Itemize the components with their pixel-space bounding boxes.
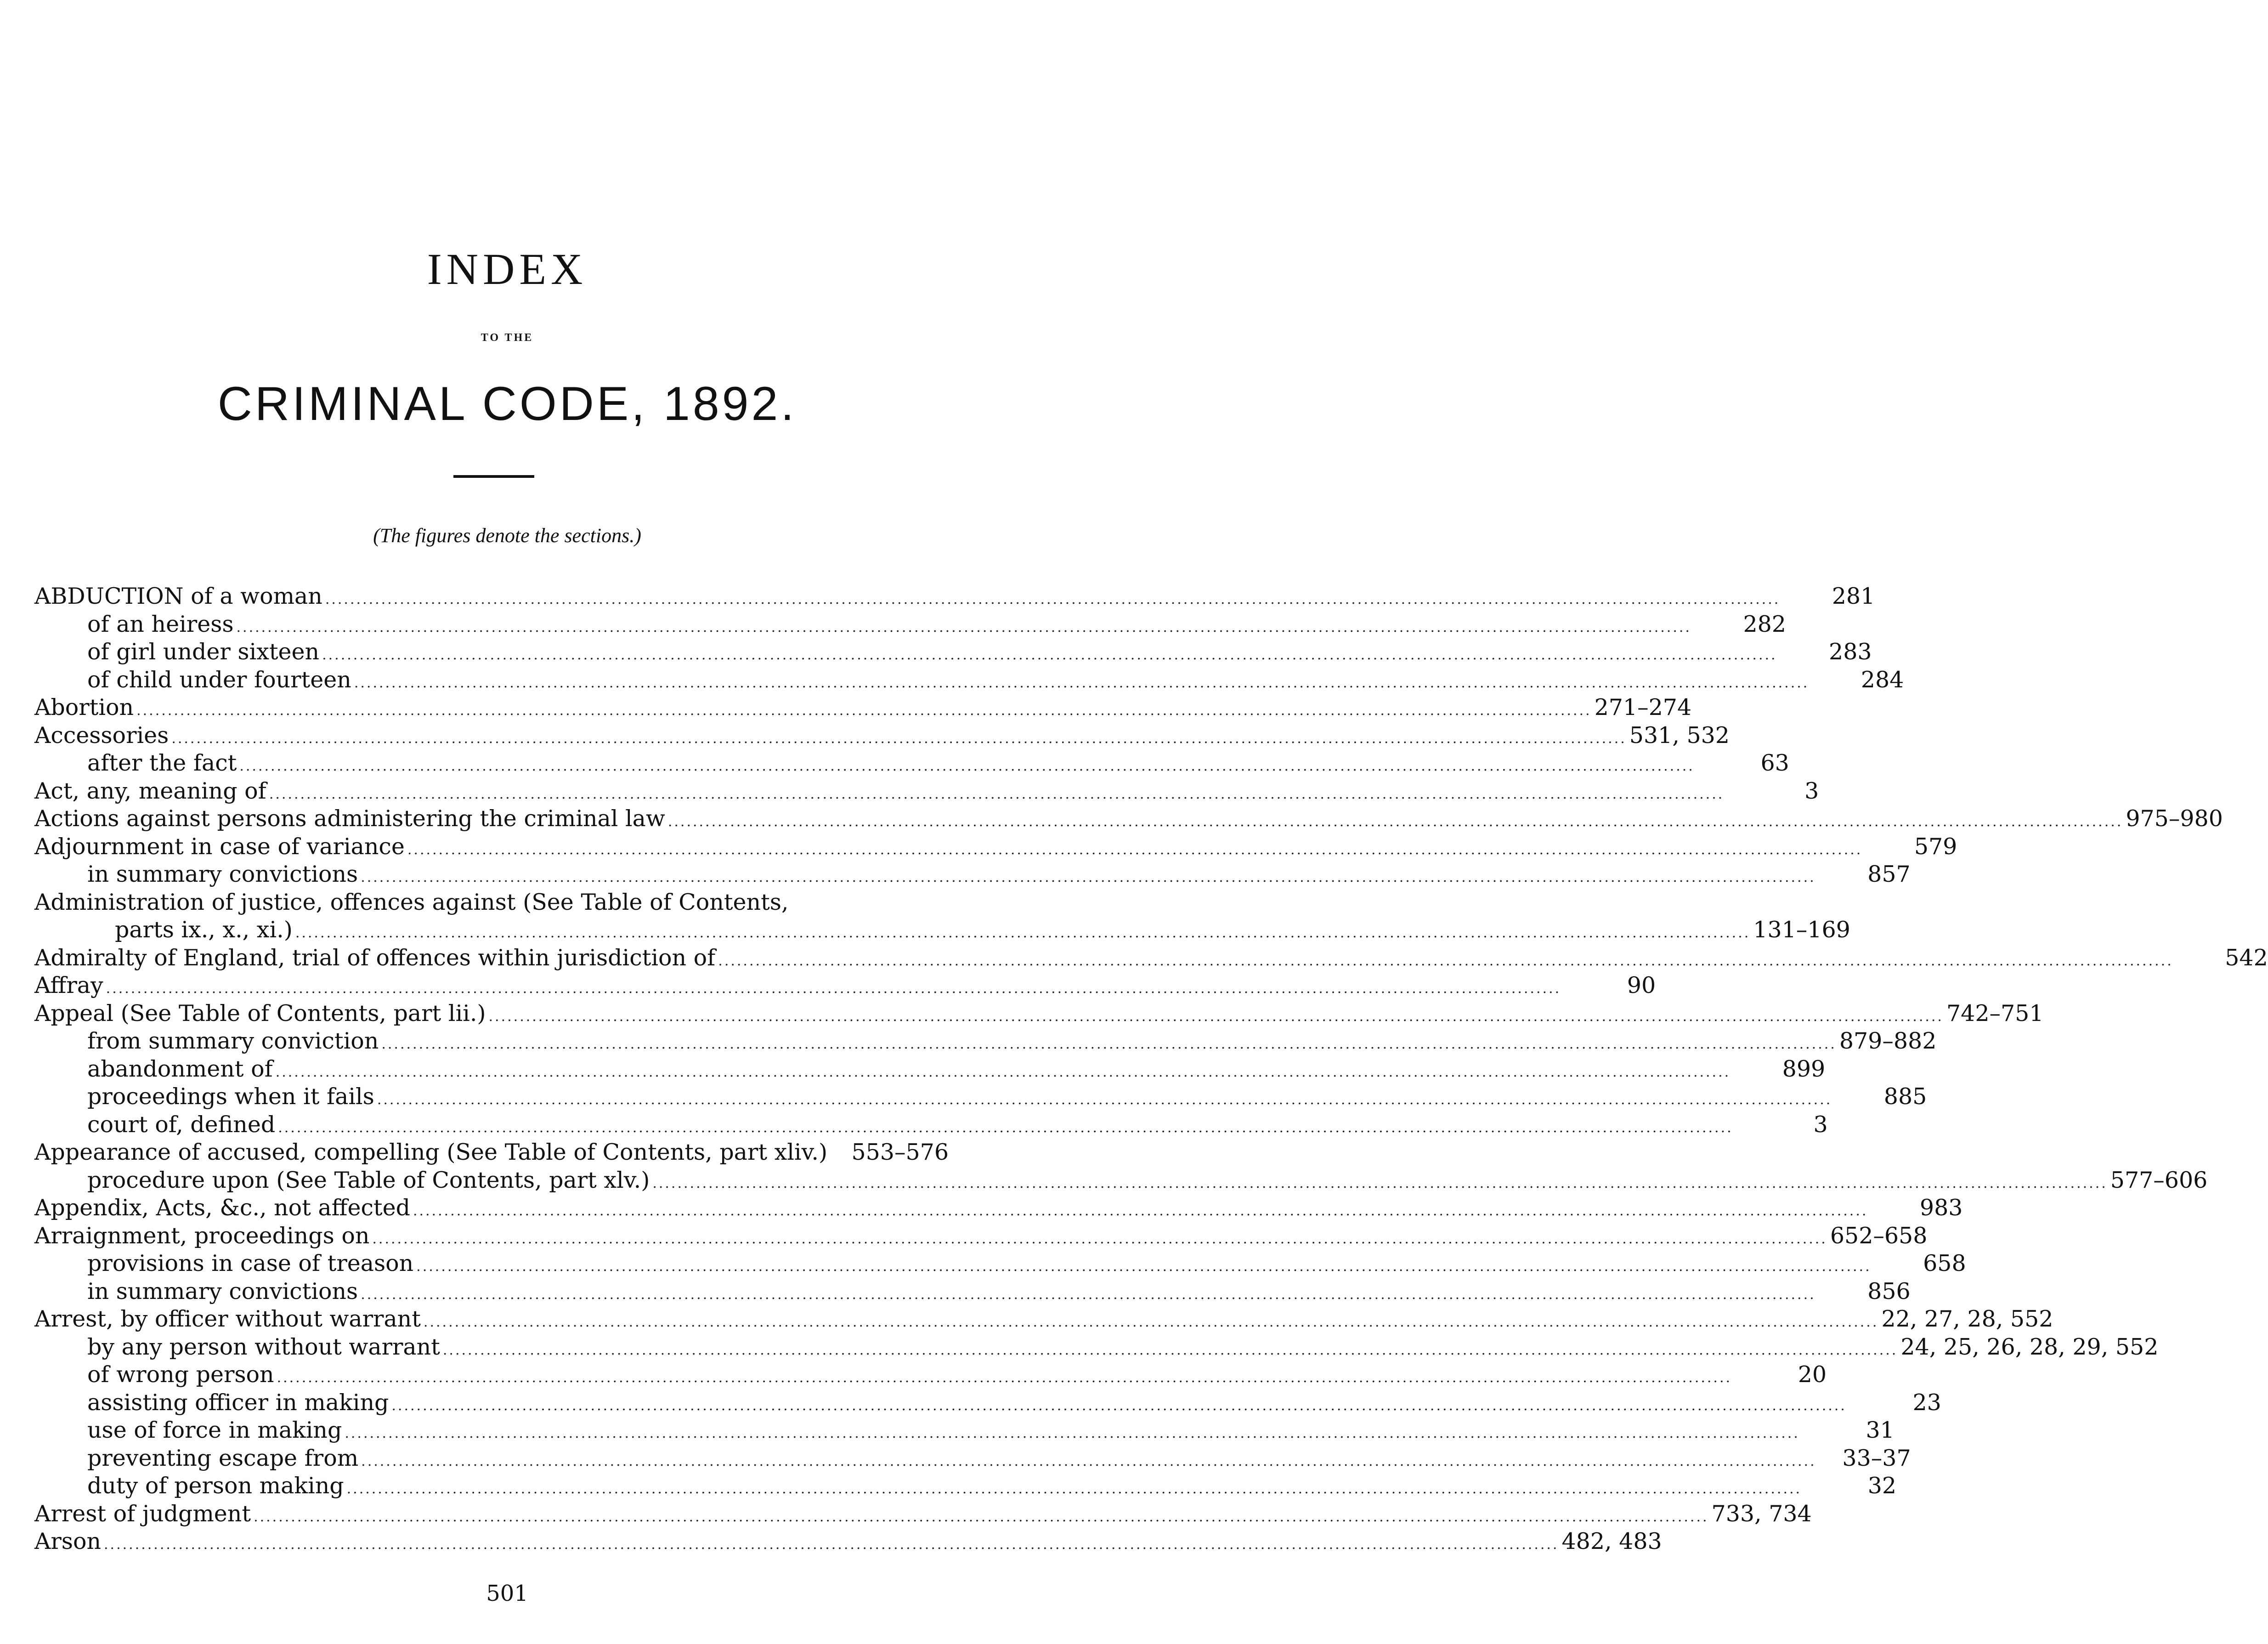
entry-term: proceedings when it fails [87,1083,374,1110]
leader-dots [361,864,1816,892]
code-title: CRIMINAL CODE, 1892. [217,377,797,431]
entry-section-ref: 24, 25, 26, 28, 29, 552 [1900,1333,2159,1360]
entry-term: court of, defined [87,1111,276,1138]
leader-dots [413,1197,1868,1225]
index-entry [34,1472,1897,1500]
index-entry [34,1278,1911,1306]
entry-section-ref: 20 [1798,1361,1827,1388]
entry-section-ref: 63 [1760,750,1789,776]
leader-dots [361,1448,1816,1476]
entry-term: Arrest, by officer without warrant [34,1306,421,1332]
entry-section-ref: 482, 483 [1561,1528,1662,1554]
leader-dots [443,1337,1898,1365]
entry-term: Abortion [34,694,134,720]
leader-dots [391,1392,1846,1420]
entry-term: of an heiress [87,611,234,637]
index-entry [34,1361,1827,1389]
entry-term: Administration of justice, offences against (See Table of Contents, [34,889,789,915]
entry-section-ref: 856 [1867,1278,1911,1304]
entry-term: Adjournment in case of variance [34,833,405,860]
index-heading: INDEX [427,244,588,294]
leader-dots [171,725,1626,753]
index-entry [34,1417,1895,1445]
leader-dots [237,614,1691,642]
leader-dots [269,781,1724,809]
entry-term: Act, any, meaning of [34,777,266,804]
entry-section-ref: 577–606 [2110,1167,2208,1193]
leader-dots [295,919,1750,947]
entry-section-ref: 899 [1782,1055,1826,1082]
entry-section-ref: 879–882 [1839,1028,1937,1054]
leader-dots [325,586,1780,614]
entry-term: provisions in case of treason [87,1250,414,1276]
index-entry [34,722,1730,750]
entry-term: of child under fourteen [87,666,351,693]
leader-dots [407,836,1862,864]
index-entry [34,638,1872,666]
entry-section-ref: 33–37 [1842,1445,1911,1471]
entry-term: ABDUCTION of a woman [34,583,322,609]
leader-dots [276,1059,1731,1087]
entry-term: Arson [34,1528,102,1554]
leader-dots [345,1420,1799,1448]
entry-section-ref: 284 [1861,666,1904,693]
entry-term: duty of person making [87,1473,344,1499]
leader-dots [489,1003,1944,1031]
entry-term: Accessories [34,722,169,748]
leader-dots [136,697,1591,725]
entry-term: Appeal (See Table of Contents, part lii.) [34,1000,486,1026]
entry-section-ref: 271–274 [1594,694,1692,720]
entry-term: after the fact [87,750,237,776]
leader-dots [652,1170,2107,1198]
leader-dots [424,1309,1878,1337]
index-entry [34,1445,1911,1473]
entry-section-ref: 90 [1627,972,1656,998]
index-entry [34,583,1875,611]
entry-section-ref: 32 [1867,1473,1897,1499]
entry-section-ref: 3 [1804,777,1819,804]
index-entry [34,1000,2044,1028]
entry-section-ref: 975–980 [2126,805,2223,832]
index-entry [34,1167,2208,1195]
entry-section-ref: 983 [1919,1195,1963,1221]
entry-term: preventing escape from [87,1445,359,1471]
leader-dots [718,947,2173,975]
page-number: 501 [486,1581,528,1606]
leader-dots [322,641,1777,669]
leader-dots [104,1531,1559,1559]
entry-section-ref: 579 [1914,833,1957,860]
entry-term: Appendix, Acts, &c., not affected [34,1195,410,1221]
index-entry [34,1305,2053,1333]
index-entry [34,1194,1963,1222]
entry-term: use of force in making [87,1417,342,1443]
leader-dots [277,1364,1732,1392]
leader-dots [254,1503,1708,1531]
figures-note: (The figures denote the sections.) [373,524,641,547]
index-entry [34,1083,1927,1111]
entry-section-ref: 542 [2225,944,2268,971]
entry-section-ref: 3 [1813,1111,1828,1138]
entry-term: Actions against persons administering the criminal law [34,805,665,832]
entry-section-ref: 885 [1883,1083,1927,1110]
leader-dots [416,1253,1871,1281]
entry-term: from summary conviction [87,1028,379,1054]
entry-section-ref: 742–751 [1946,1000,2044,1026]
index-entry [34,694,1692,722]
index-entry [34,749,1789,777]
entry-term: in summary convictions [87,1278,358,1304]
index-entry [34,1139,949,1167]
index-entry [34,1333,2159,1361]
entry-section-ref: 23 [1912,1389,1941,1416]
title-rule [453,475,534,478]
entry-section-ref: 553–576 [851,1139,949,1165]
entry-term: Arraignment, proceedings on [34,1222,370,1249]
leader-dots [372,1225,1827,1253]
index-entry [34,1250,1966,1278]
index-entry [34,1528,1662,1556]
entry-section-ref: 281 [1832,583,1875,609]
entry-section-ref: 31 [1866,1417,1895,1443]
entry-term: in summary convictions [87,861,358,887]
index-entry [34,972,1656,1000]
entry-term: Arrest of judgment [34,1500,251,1527]
entry-section-ref: 658 [1923,1250,1966,1276]
entry-term: Affray [34,972,103,998]
entry-section-ref: 531, 532 [1629,722,1730,748]
index-entry [34,666,1904,694]
leader-dots [361,1281,1816,1309]
entry-term: of girl under sixteen [87,639,320,665]
leader-dots [377,1086,1832,1114]
leader-dots [106,975,1561,1003]
entry-term: Appearance of accused, compelling (See Table of Contents, part xliv.) [34,1139,828,1165]
index-entry [34,944,2268,972]
entry-section-ref: 857 [1867,861,1911,887]
entry-term: of wrong person [87,1361,274,1388]
leader-dots [239,753,1694,781]
index-entry [34,1055,1826,1083]
index-entry [34,611,1786,639]
index-entry [34,889,949,917]
leader-dots [278,1114,1733,1142]
entry-section-ref: 733, 734 [1711,1500,1812,1527]
entry-term: procedure upon (See Table of Contents, part xlv.) [87,1167,650,1193]
leader-dots [668,808,2123,836]
index-entry [34,1222,1928,1250]
index-entry [34,777,1819,805]
entry-term: by any person without warrant [87,1333,440,1360]
entry-term: assisting officer in making [87,1389,389,1416]
entry-section-ref: 22, 27, 28, 552 [1881,1306,2053,1332]
index-entry [34,1027,1937,1055]
index-entry [34,861,1911,889]
entry-section-ref: 131–169 [1753,917,1850,943]
leader-dots [347,1475,1802,1503]
leader-dots [381,1031,1836,1059]
index-entry [34,1389,1941,1417]
entry-term: parts ix., x., xi.) [115,917,293,943]
index-entry [34,1111,1828,1139]
index-entry [34,916,1850,944]
entry-section-ref: 282 [1743,611,1786,637]
index-entries [34,583,2268,1556]
leader-dots [354,669,1809,697]
index-entry [34,1500,1812,1528]
index-entry [34,805,2223,833]
entry-term: Admiralty of England, trial of offences within jurisdiction of [34,944,716,971]
entry-term: abandonment of [87,1055,273,1082]
entry-section-ref: 652–658 [1830,1222,1928,1249]
to-the-label: TO THE [481,332,534,344]
index-entry [34,833,1957,861]
entry-section-ref: 283 [1829,639,1872,665]
